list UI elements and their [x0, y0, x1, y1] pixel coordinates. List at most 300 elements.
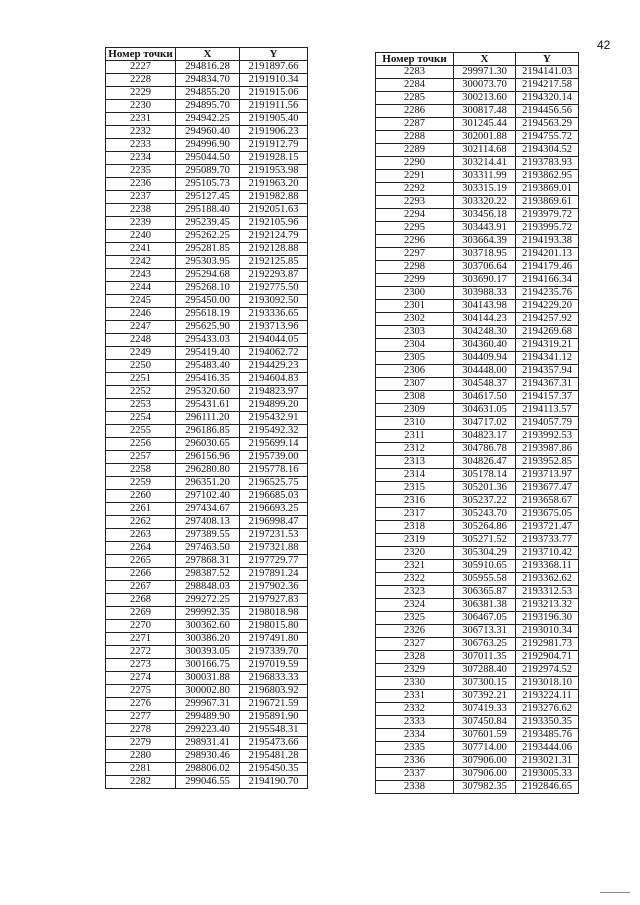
x-cell: 296111.20 [176, 412, 240, 425]
x-cell: 295281.85 [176, 243, 240, 256]
y-cell: 2194217.58 [516, 79, 579, 92]
y-cell: 2194304.52 [516, 144, 579, 157]
y-cell: 2191910.34 [240, 74, 308, 87]
x-cell: 306381.38 [454, 599, 516, 612]
point-number-cell: 2263 [106, 529, 176, 542]
x-cell: 294942.25 [176, 113, 240, 126]
x-cell: 298931.41 [176, 737, 240, 750]
table-row [106, 204, 308, 217]
y-cell: 2194563.29 [516, 118, 579, 131]
point-number-cell: 2241 [106, 243, 176, 256]
table-row [376, 729, 579, 742]
table-row [106, 191, 308, 204]
table-row [376, 716, 579, 729]
x-cell: 304631.05 [454, 404, 516, 417]
y-cell: 2194062.72 [240, 347, 308, 360]
table-header-row [106, 48, 308, 61]
table-row [376, 222, 579, 235]
table-row [376, 456, 579, 469]
x-cell: 304823.17 [454, 430, 516, 443]
point-number-cell: 2268 [106, 594, 176, 607]
corner-mark [600, 892, 630, 893]
x-cell: 307419.33 [454, 703, 516, 716]
point-number-cell: 2262 [106, 516, 176, 529]
table-row [106, 646, 308, 659]
point-number-cell: 2279 [106, 737, 176, 750]
x-cell: 295419.40 [176, 347, 240, 360]
point-number-cell: 2312 [376, 443, 454, 456]
y-cell: 2194269.68 [516, 326, 579, 339]
table-row [376, 417, 579, 430]
point-number-cell: 2326 [376, 625, 454, 638]
x-cell: 300031.88 [176, 672, 240, 685]
point-number-cell: 2319 [376, 534, 454, 547]
y-cell: 2194229.20 [516, 300, 579, 313]
point-number-cell: 2322 [376, 573, 454, 586]
y-cell: 2193713.97 [516, 469, 579, 482]
point-number-cell: 2245 [106, 295, 176, 308]
x-cell: 302001.88 [454, 131, 516, 144]
y-cell: 2193987.86 [516, 443, 579, 456]
point-number-cell: 2302 [376, 313, 454, 326]
y-cell: 2194157.37 [516, 391, 579, 404]
table-row [106, 87, 308, 100]
y-cell: 2196833.33 [240, 672, 308, 685]
point-number-cell: 2337 [376, 768, 454, 781]
x-cell: 306467.05 [454, 612, 516, 625]
point-number-cell: 2334 [376, 729, 454, 742]
table-row [376, 612, 579, 625]
y-cell: 2193005.33 [516, 768, 579, 781]
header-x: X [454, 53, 516, 66]
x-cell: 298387.52 [176, 568, 240, 581]
point-number-cell: 2338 [376, 781, 454, 794]
table-row [376, 560, 579, 573]
y-cell: 2194357.94 [516, 365, 579, 378]
point-number-cell: 2321 [376, 560, 454, 573]
table-row [106, 529, 308, 542]
point-number-cell: 2236 [106, 178, 176, 191]
x-cell: 307288.40 [454, 664, 516, 677]
y-cell: 2194899.20 [240, 399, 308, 412]
x-cell: 303988.33 [454, 287, 516, 300]
point-number-cell: 2255 [106, 425, 176, 438]
y-cell: 2197902.36 [240, 581, 308, 594]
point-number-cell: 2234 [106, 152, 176, 165]
x-cell: 307011.35 [454, 651, 516, 664]
y-cell: 2193675.05 [516, 508, 579, 521]
table-row [376, 703, 579, 716]
point-number-cell: 2292 [376, 183, 454, 196]
x-cell: 305271.52 [454, 534, 516, 547]
table-row [376, 105, 579, 118]
point-number-cell: 2295 [376, 222, 454, 235]
y-cell: 2197729.77 [240, 555, 308, 568]
y-cell: 2192051.63 [240, 204, 308, 217]
y-cell: 2198015.80 [240, 620, 308, 633]
y-cell: 2194179.46 [516, 261, 579, 274]
point-number-cell: 2267 [106, 581, 176, 594]
point-number-cell: 2303 [376, 326, 454, 339]
y-cell: 2194429.23 [240, 360, 308, 373]
y-cell: 2195699.14 [240, 438, 308, 451]
y-cell: 2191915.06 [240, 87, 308, 100]
table-row [376, 352, 579, 365]
y-cell: 2194193.38 [516, 235, 579, 248]
x-cell: 304144.23 [454, 313, 516, 326]
y-cell: 2193213.32 [516, 599, 579, 612]
point-number-cell: 2250 [106, 360, 176, 373]
coordinates-table-left [105, 47, 308, 789]
x-cell: 305955.58 [454, 573, 516, 586]
y-cell: 2193276.62 [516, 703, 579, 716]
x-cell: 305243.70 [454, 508, 516, 521]
coordinates-table-right [375, 52, 579, 794]
x-cell: 305910.65 [454, 560, 516, 573]
point-number-cell: 2283 [376, 66, 454, 79]
point-number-cell: 2232 [106, 126, 176, 139]
y-cell: 2195891.90 [240, 711, 308, 724]
x-cell: 307450.84 [454, 716, 516, 729]
table-row [106, 139, 308, 152]
x-cell: 294996.90 [176, 139, 240, 152]
x-cell: 305304.29 [454, 547, 516, 560]
x-cell: 296030.65 [176, 438, 240, 451]
point-number-cell: 2256 [106, 438, 176, 451]
y-cell: 2197019.59 [240, 659, 308, 672]
x-cell: 304826.47 [454, 456, 516, 469]
point-number-cell: 2317 [376, 508, 454, 521]
point-number-cell: 2298 [376, 261, 454, 274]
x-cell: 303706.64 [454, 261, 516, 274]
point-number-cell: 2253 [106, 399, 176, 412]
table-body-left [106, 61, 308, 789]
point-number-cell: 2315 [376, 482, 454, 495]
y-cell: 2191928.15 [240, 152, 308, 165]
table-row [376, 365, 579, 378]
x-cell: 304548.37 [454, 378, 516, 391]
y-cell: 2193350.35 [516, 716, 579, 729]
table-row [376, 300, 579, 313]
point-number-cell: 2335 [376, 742, 454, 755]
point-number-cell: 2240 [106, 230, 176, 243]
point-number-cell: 2261 [106, 503, 176, 516]
y-cell: 2193010.34 [516, 625, 579, 638]
table-row [376, 495, 579, 508]
y-cell: 2191905.40 [240, 113, 308, 126]
table-row [376, 573, 579, 586]
x-cell: 304448.00 [454, 365, 516, 378]
point-number-cell: 2309 [376, 404, 454, 417]
y-cell: 2194604.83 [240, 373, 308, 386]
y-cell: 2195548.31 [240, 724, 308, 737]
table-row [106, 100, 308, 113]
y-cell: 2195450.35 [240, 763, 308, 776]
x-cell: 305237.22 [454, 495, 516, 508]
table-row [106, 269, 308, 282]
point-number-cell: 2284 [376, 79, 454, 92]
x-cell: 295268.10 [176, 282, 240, 295]
y-cell: 2193733.77 [516, 534, 579, 547]
table-row [376, 651, 579, 664]
x-cell: 297389.55 [176, 529, 240, 542]
x-cell: 302114.68 [454, 144, 516, 157]
point-number-cell: 2297 [376, 248, 454, 261]
table-row [376, 274, 579, 287]
table-row [376, 157, 579, 170]
x-cell: 295105.73 [176, 178, 240, 191]
table-row [106, 438, 308, 451]
table-row [376, 547, 579, 560]
y-cell: 2194190.70 [240, 776, 308, 789]
y-cell: 2195473.66 [240, 737, 308, 750]
point-number-cell: 2290 [376, 157, 454, 170]
x-cell: 307392.21 [454, 690, 516, 703]
table-row [106, 61, 308, 74]
point-number-cell: 2311 [376, 430, 454, 443]
point-number-cell: 2276 [106, 698, 176, 711]
y-cell: 2193783.93 [516, 157, 579, 170]
table-row [376, 144, 579, 157]
table-row [106, 74, 308, 87]
y-cell: 2191897.66 [240, 61, 308, 74]
header-x: X [176, 48, 240, 61]
y-cell: 2191982.88 [240, 191, 308, 204]
table-row [106, 282, 308, 295]
point-number-cell: 2238 [106, 204, 176, 217]
x-cell: 299046.55 [176, 776, 240, 789]
point-number-cell: 2252 [106, 386, 176, 399]
point-number-cell: 2333 [376, 716, 454, 729]
point-number-cell: 2265 [106, 555, 176, 568]
y-cell: 2195492.32 [240, 425, 308, 438]
table-row [106, 750, 308, 763]
table-row [106, 763, 308, 776]
x-cell: 303214.41 [454, 157, 516, 170]
x-cell: 297408.13 [176, 516, 240, 529]
point-number-cell: 2299 [376, 274, 454, 287]
table-row [106, 399, 308, 412]
y-cell: 2192775.50 [240, 282, 308, 295]
x-cell: 299967.31 [176, 698, 240, 711]
y-cell: 2194367.31 [516, 378, 579, 391]
table-row [376, 313, 579, 326]
table-row [106, 620, 308, 633]
table-row [376, 469, 579, 482]
x-cell: 296186.85 [176, 425, 240, 438]
x-cell: 303718.95 [454, 248, 516, 261]
table-row [376, 482, 579, 495]
x-cell: 298806.02 [176, 763, 240, 776]
table-row [376, 66, 579, 79]
table-row [106, 425, 308, 438]
point-number-cell: 2273 [106, 659, 176, 672]
x-cell: 307906.00 [454, 768, 516, 781]
x-cell: 294816.28 [176, 61, 240, 74]
point-number-cell: 2293 [376, 196, 454, 209]
x-cell: 307300.15 [454, 677, 516, 690]
table-row [106, 555, 308, 568]
point-number-cell: 2332 [376, 703, 454, 716]
point-number-cell: 2294 [376, 209, 454, 222]
table-row [106, 451, 308, 464]
table-row [106, 360, 308, 373]
y-cell: 2197491.80 [240, 633, 308, 646]
point-number-cell: 2327 [376, 638, 454, 651]
table-row [106, 698, 308, 711]
x-cell: 299971.30 [454, 66, 516, 79]
y-cell: 2194341.12 [516, 352, 579, 365]
point-number-cell: 2264 [106, 542, 176, 555]
x-cell: 307982.35 [454, 781, 516, 794]
y-cell: 2194320.14 [516, 92, 579, 105]
x-cell: 303456.18 [454, 209, 516, 222]
x-cell: 303311.99 [454, 170, 516, 183]
x-cell: 304409.94 [454, 352, 516, 365]
y-cell: 2194113.57 [516, 404, 579, 417]
y-cell: 2194057.79 [516, 417, 579, 430]
point-number-cell: 2288 [376, 131, 454, 144]
table-row [376, 599, 579, 612]
y-cell: 2194823.97 [240, 386, 308, 399]
table-row [376, 378, 579, 391]
x-cell: 295294.68 [176, 269, 240, 282]
y-cell: 2193979.72 [516, 209, 579, 222]
table-row [376, 92, 579, 105]
y-cell: 2193721.47 [516, 521, 579, 534]
y-cell: 2193312.53 [516, 586, 579, 599]
point-number-cell: 2287 [376, 118, 454, 131]
point-number-cell: 2336 [376, 755, 454, 768]
point-number-cell: 2230 [106, 100, 176, 113]
table-row [106, 412, 308, 425]
x-cell: 295483.40 [176, 360, 240, 373]
table-row [106, 607, 308, 620]
x-cell: 304248.30 [454, 326, 516, 339]
table-row [376, 79, 579, 92]
table-row [376, 326, 579, 339]
x-cell: 307601.59 [454, 729, 516, 742]
point-number-cell: 2307 [376, 378, 454, 391]
table-row [106, 295, 308, 308]
table-row [376, 586, 579, 599]
point-number-cell: 2254 [106, 412, 176, 425]
table-row [106, 321, 308, 334]
x-cell: 305264.86 [454, 521, 516, 534]
y-cell: 2193368.11 [516, 560, 579, 573]
y-cell: 2193224.11 [516, 690, 579, 703]
y-cell: 2192124.79 [240, 230, 308, 243]
table-row [106, 503, 308, 516]
x-cell: 303315.19 [454, 183, 516, 196]
x-cell: 305178.14 [454, 469, 516, 482]
y-cell: 2196685.03 [240, 490, 308, 503]
table-row [106, 464, 308, 477]
point-number-cell: 2278 [106, 724, 176, 737]
point-number-cell: 2235 [106, 165, 176, 178]
x-cell: 303664.39 [454, 235, 516, 248]
y-cell: 2193995.72 [516, 222, 579, 235]
point-number-cell: 2227 [106, 61, 176, 74]
y-cell: 2197231.53 [240, 529, 308, 542]
y-cell: 2194235.76 [516, 287, 579, 300]
table-row [106, 152, 308, 165]
y-cell: 2196721.59 [240, 698, 308, 711]
point-number-cell: 2304 [376, 339, 454, 352]
y-cell: 2191911.56 [240, 100, 308, 113]
x-cell: 306713.31 [454, 625, 516, 638]
x-cell: 303443.91 [454, 222, 516, 235]
x-cell: 301245.44 [454, 118, 516, 131]
y-cell: 2193992.53 [516, 430, 579, 443]
point-number-cell: 2286 [376, 105, 454, 118]
y-cell: 2192904.71 [516, 651, 579, 664]
y-cell: 2192981.73 [516, 638, 579, 651]
y-cell: 2193869.61 [516, 196, 579, 209]
x-cell: 295127.45 [176, 191, 240, 204]
x-cell: 297102.40 [176, 490, 240, 503]
x-cell: 295320.60 [176, 386, 240, 399]
table-row [106, 386, 308, 399]
point-number-cell: 2251 [106, 373, 176, 386]
table-row [376, 755, 579, 768]
y-cell: 2198018.98 [240, 607, 308, 620]
table-row [106, 633, 308, 646]
y-cell: 2194141.03 [516, 66, 579, 79]
header-y: Y [516, 53, 579, 66]
point-number-cell: 2259 [106, 477, 176, 490]
x-cell: 306365.87 [454, 586, 516, 599]
y-cell: 2195739.00 [240, 451, 308, 464]
table-row [376, 391, 579, 404]
x-cell: 304143.98 [454, 300, 516, 313]
x-cell: 295433.03 [176, 334, 240, 347]
y-cell: 2195432.91 [240, 412, 308, 425]
x-cell: 299992.35 [176, 607, 240, 620]
table-row [376, 768, 579, 781]
table-row [376, 261, 579, 274]
point-number-cell: 2248 [106, 334, 176, 347]
x-cell: 300362.60 [176, 620, 240, 633]
table-row [106, 308, 308, 321]
x-cell: 295431.61 [176, 399, 240, 412]
table-row [376, 625, 579, 638]
point-number-cell: 2246 [106, 308, 176, 321]
table-row [106, 334, 308, 347]
x-cell: 295303.95 [176, 256, 240, 269]
x-cell: 297463.50 [176, 542, 240, 555]
table-row [106, 477, 308, 490]
point-number-cell: 2282 [106, 776, 176, 789]
y-cell: 2191912.79 [240, 139, 308, 152]
x-cell: 295625.90 [176, 321, 240, 334]
point-number-cell: 2310 [376, 417, 454, 430]
y-cell: 2197339.70 [240, 646, 308, 659]
point-number-cell: 2285 [376, 92, 454, 105]
table-header-row [376, 53, 579, 66]
table-row [376, 677, 579, 690]
table-row [106, 347, 308, 360]
point-number-cell: 2274 [106, 672, 176, 685]
point-number-cell: 2243 [106, 269, 176, 282]
x-cell: 299223.40 [176, 724, 240, 737]
x-cell: 294834.70 [176, 74, 240, 87]
x-cell: 306763.25 [454, 638, 516, 651]
x-cell: 296351.20 [176, 477, 240, 490]
x-cell: 294895.70 [176, 100, 240, 113]
y-cell: 2195481.28 [240, 750, 308, 763]
y-cell: 2193713.96 [240, 321, 308, 334]
